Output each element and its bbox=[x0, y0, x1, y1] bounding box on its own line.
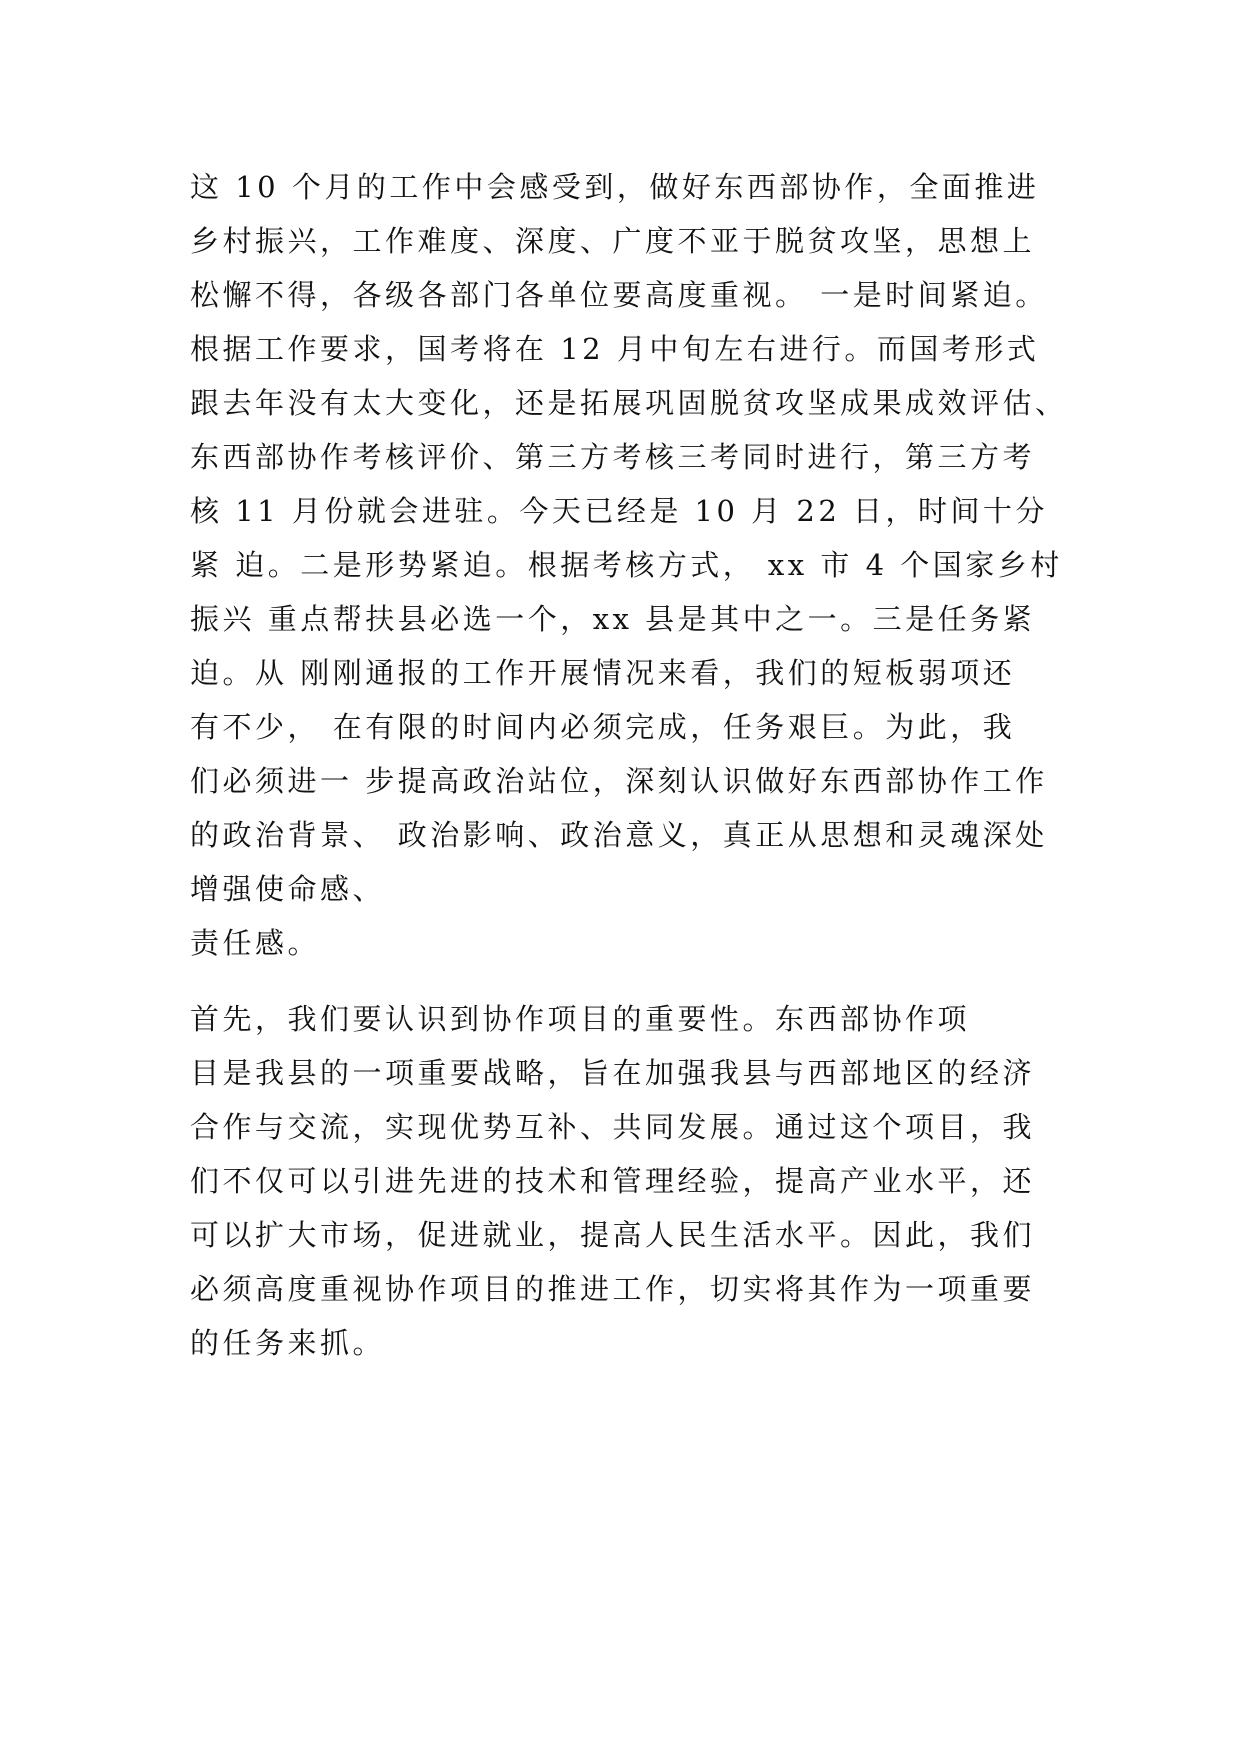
text-line: 有不少， 在有限的时间内必须完成，任务艰巨。为此，我 bbox=[190, 710, 1016, 744]
paragraph-2 bbox=[190, 992, 1070, 1370]
text-line: 根据工作要求，国考将在 12 月中旬左右进行。而国考形式 bbox=[190, 332, 1040, 366]
text-line: 首先，我们要认识到协作项目的重要性。东西部协作项 bbox=[190, 1002, 971, 1036]
text-line: 乡村振兴，工作难度、深度、广度不亚于脱贫攻坚，思想上 bbox=[190, 224, 1036, 258]
text-line: 责任感。 bbox=[190, 926, 321, 960]
text-line: 合作与交流，实现优势互补、共同发展。通过这个项目，我 bbox=[190, 1110, 1036, 1144]
text-line: 必须高度重视协作项目的推进工作，切实将其作为一项重要 bbox=[190, 1272, 1036, 1306]
paragraph-spacer bbox=[190, 970, 1070, 992]
text-line: 松懈不得，各级各部门各单位要高度重视。 一是时间紧迫。 bbox=[190, 278, 1048, 312]
text-line: 这 10 个月的工作中会感受到，做好东西部协作，全面推进 bbox=[190, 170, 1040, 204]
text-line: 们不仅可以引进先进的技术和管理经验，提高产业水平，还 bbox=[190, 1164, 1036, 1198]
text-line: 的政治背景、 政治影响、政治意义，真正从思想和灵魂深处 bbox=[190, 818, 1048, 852]
text-line: 迫。从 刚刚通报的工作开展情况来看，我们的短板弱项还 bbox=[190, 656, 1016, 690]
text-line: 核 11 月份就会进驻。今天已经是 10 月 22 日，时间十分 bbox=[190, 494, 1049, 528]
paragraph-1 bbox=[190, 160, 1070, 970]
text-line: 们必须进一 步提高政治站位，深刻认识做好东西部协作工作 bbox=[190, 764, 1048, 798]
text-line: 振兴 重点帮扶县必选一个，xx 县是其中之一。三是任务紧 bbox=[190, 602, 1036, 636]
text-line: 增强使命感、 bbox=[190, 872, 386, 906]
text-line: 目是我县的一项重要战略，旨在加强我县与西部地区的经济 bbox=[190, 1056, 1036, 1090]
text-line: 跟去年没有太大变化，还是拓展巩固脱贫攻坚成果成效评估、 bbox=[190, 386, 1068, 420]
document-body bbox=[190, 160, 1070, 1370]
text-line: 紧 迫。二是形势紧迫。根据考核方式， xx 市 4 个国家乡村 bbox=[190, 548, 1063, 582]
text-line: 可以扩大市场，促进就业，提高人民生活水平。因此，我们 bbox=[190, 1218, 1036, 1252]
text-line: 东西部协作考核评价、第三方考核三考同时进行，第三方考 bbox=[190, 440, 1036, 474]
text-line: 的任务来抓。 bbox=[190, 1326, 386, 1360]
